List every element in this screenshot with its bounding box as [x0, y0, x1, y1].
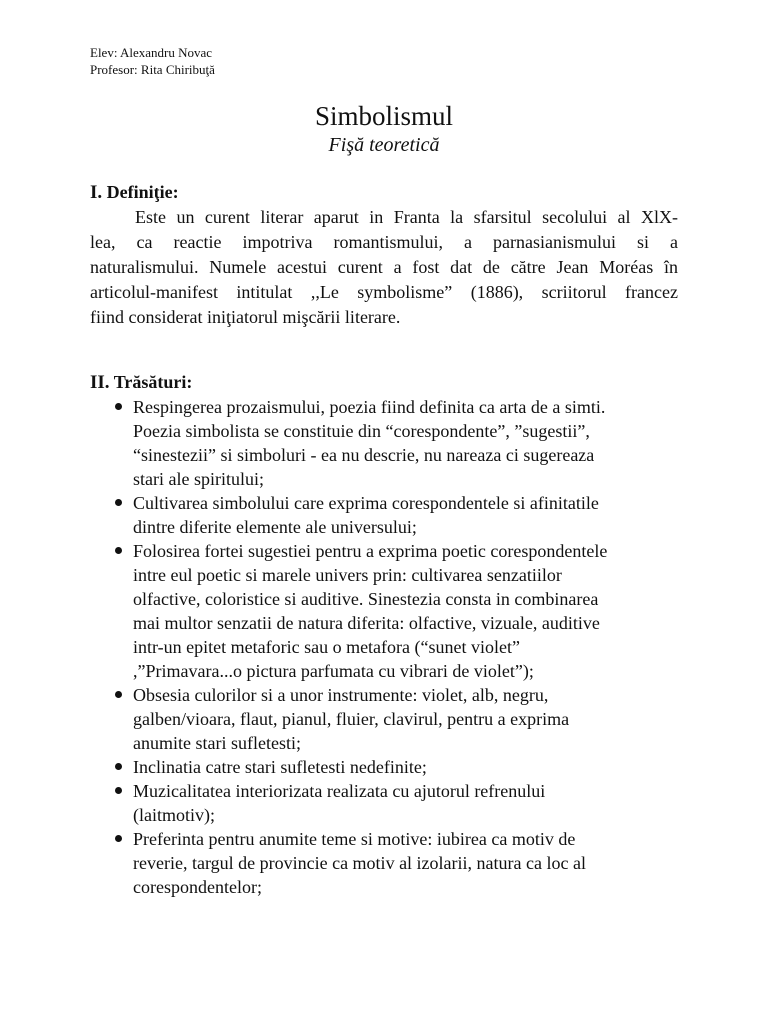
list-item-line: Obsesia culorilor si a unor instrumente: violet, alb, negru,	[133, 685, 549, 705]
list-item-line: ,”Primavara...o pictura parfumata cu vibrari de violet”);	[133, 661, 534, 681]
section-title: Definiţie:	[106, 182, 179, 202]
definition-paragraph	[90, 205, 678, 330]
list-item-line: Preferinta pentru anumite teme si motive: iubirea ca motiv de	[133, 829, 576, 849]
list-item-line: mai multor senzatii de natura diferita: olfactive, vizuale, auditive	[133, 613, 600, 633]
list-item	[90, 683, 678, 755]
list-item-line: (laitmotiv);	[133, 805, 215, 825]
paragraph-line: lea, ca reactie impotriva romantismului, a parnasianismului si a	[90, 232, 678, 252]
list-item-line: corespondentelor;	[133, 877, 262, 897]
paragraph-line: Este un curent literar aparut in Franta la sfarsitul secolului al XlX-	[135, 207, 678, 227]
features-list	[90, 395, 678, 899]
list-item-line: Muzicalitatea interiorizata realizata cu ajutorul refrenului	[133, 781, 546, 801]
list-item-line: Respingerea prozaismului, poezia fiind definita ca arta de a simti.	[133, 397, 606, 417]
paragraph-line: articolul-manifest intitulat ,,Le symbolisme” (1886), scriitorul francez	[90, 282, 678, 302]
list-item-line: “sinestezii” si simboluri - ea nu descrie, nu nareaza ci sugereaza	[133, 445, 595, 465]
paragraph-line: fiind considerat iniţiatorul mişcării literare.	[90, 307, 401, 327]
section-heading-definition	[90, 180, 678, 205]
list-item	[90, 539, 678, 683]
page-subtitle: Fişă teoretică	[328, 134, 440, 156]
list-item-line: Inclinatia catre stari sufletesti nedefinite;	[133, 757, 427, 777]
list-item-line: intr-un epitet metaforic sau o metafora (“sunet violet”	[133, 637, 520, 657]
paragraph-line: naturalismului. Numele acestui curent a fost dat de către Jean Moréas în	[90, 257, 678, 277]
page-title: Simbolismul	[314, 101, 454, 131]
list-item-line: galben/vioara, flaut, pianul, fluier, clavirul, pentru a exprima	[133, 709, 570, 729]
list-item-line: dintre diferite elemente ale universului;	[133, 517, 417, 537]
section-title: Trăsături:	[113, 372, 193, 392]
section-number: I.	[90, 182, 103, 203]
list-item	[90, 779, 678, 827]
student-name: Elev: Alexandru Novac	[90, 45, 213, 60]
document-header	[90, 44, 678, 78]
list-item	[90, 395, 678, 491]
list-item-line: Folosirea fortei sugestiei pentru a exprima poetic corespondentele	[133, 541, 608, 561]
list-item-line: stari ale spiritului;	[133, 469, 264, 489]
list-item	[90, 827, 678, 899]
list-item-line: Cultivarea simbolului care exprima corespondentele si afinitatile	[133, 493, 599, 513]
section-heading-features	[90, 370, 678, 395]
document-page	[90, 44, 678, 899]
list-item	[90, 491, 678, 539]
teacher-name: Profesor: Rita Chiribuţă	[90, 62, 215, 77]
list-item-line: intre eul poetic si marele univers prin: cultivarea senzatiilor	[133, 565, 562, 585]
list-item-line: anumite stari sufletesti;	[133, 733, 301, 753]
list-item-line: olfactive, coloristice si auditive. Sinestezia consta in combinarea	[133, 589, 599, 609]
list-item	[90, 755, 678, 779]
list-item-line: reverie, targul de provincie ca motiv al izolarii, natura ca loc al	[133, 853, 586, 873]
list-item-line: Poezia simbolista se constituie din “corespondente”, ”sugestii”,	[133, 421, 590, 441]
section-number: II.	[90, 372, 110, 393]
